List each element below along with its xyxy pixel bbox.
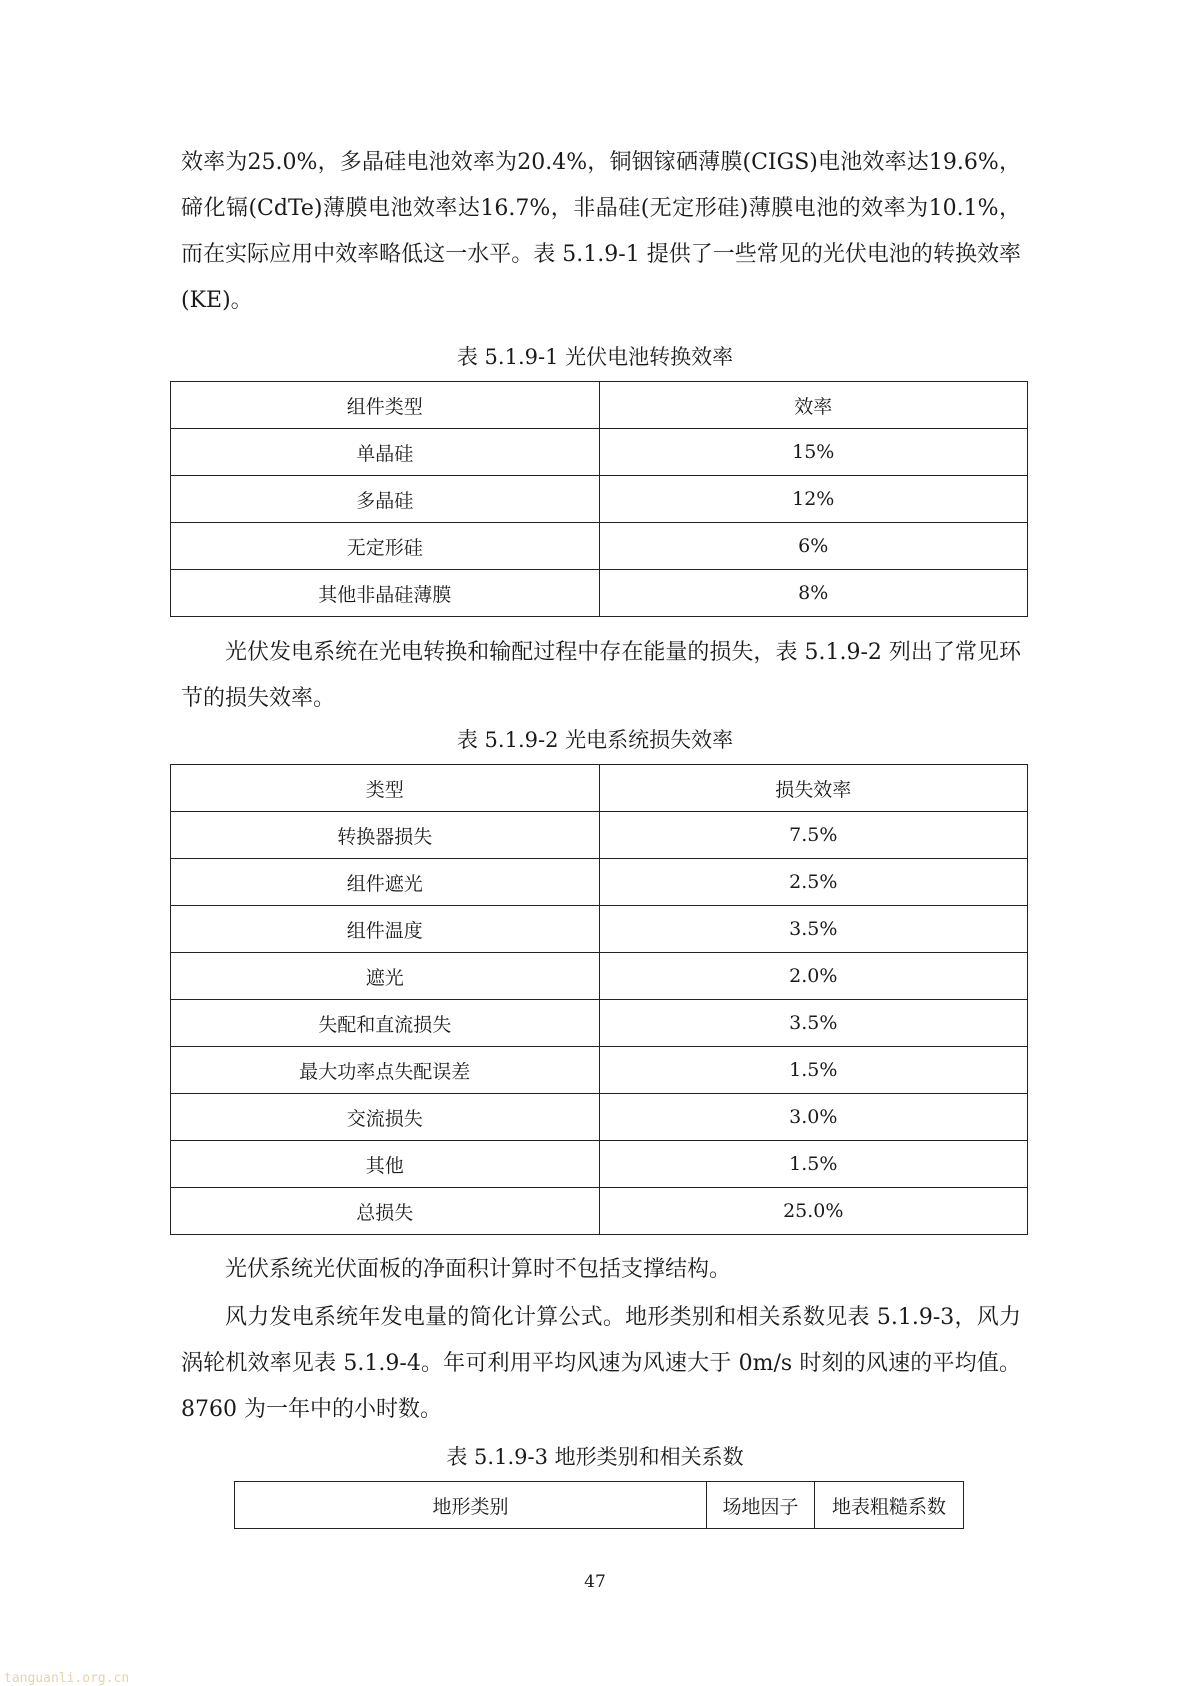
- table-cell: 3.5%: [599, 1000, 1028, 1047]
- table-header-cell: 效率: [599, 382, 1028, 429]
- table-cell: 组件温度: [171, 906, 600, 953]
- table-row: [171, 523, 1028, 570]
- table2-caption: 表 5.1.9-2 光电系统损失效率: [456, 728, 734, 752]
- table-header-row: [235, 1482, 964, 1529]
- table-row: [171, 1047, 1028, 1094]
- table-cell: 其他非晶硅薄膜: [171, 570, 600, 617]
- table-cell: 交流损失: [171, 1094, 600, 1141]
- table-row: [171, 1000, 1028, 1047]
- table-row: [171, 1188, 1028, 1235]
- table-row: [171, 906, 1028, 953]
- table-header-cell: 场地因子: [707, 1482, 815, 1529]
- table-cell: 失配和直流损失: [171, 1000, 600, 1047]
- pv-cell-efficiency-table: [170, 381, 1028, 617]
- table-row: [171, 1141, 1028, 1188]
- table-row: [171, 570, 1028, 617]
- table-cell: 1.5%: [599, 1047, 1028, 1094]
- terrain-coefficient-table: [234, 1481, 964, 1529]
- table-row: [171, 812, 1028, 859]
- page-number: 47: [584, 1572, 606, 1592]
- table-cell: 12%: [599, 476, 1028, 523]
- table-row: [171, 859, 1028, 906]
- table-cell: 2.5%: [599, 859, 1028, 906]
- table-row: [171, 476, 1028, 523]
- table-cell: 组件遮光: [171, 859, 600, 906]
- table-cell: 多晶硅: [171, 476, 600, 523]
- table-cell: 总损失: [171, 1188, 600, 1235]
- table-cell: 单晶硅: [171, 429, 600, 476]
- table-header-cell: 地形类别: [235, 1482, 707, 1529]
- table-row: [171, 1094, 1028, 1141]
- table-cell: 2.0%: [599, 953, 1028, 1000]
- table3-caption: 表 5.1.9-3 地形类别和相关系数: [446, 1445, 744, 1469]
- paragraph-pv-efficiency: 效率为25.0%，多晶硅电池效率为20.4%，铜铟镓硒薄膜(CIGS)电池效率达19.6%，碲化镉(CdTe)薄膜电池效率达16.7%，非晶硅(无定形硅)薄膜电池的效率为10.1%，而在实际应用中效率略低这一水平。表 5.1.9-1 提供了一些常见的光伏电池的转换效率(KE)。: [181, 150, 1021, 313]
- table-cell: 3.0%: [599, 1094, 1028, 1141]
- paragraph-pv-loss: 光伏发电系统在光电转换和输配过程中存在能量的损失，表 5.1.9-2 列出了常见环节的损失效率。: [181, 640, 1021, 711]
- table-cell: 15%: [599, 429, 1028, 476]
- table-row: [171, 429, 1028, 476]
- table-header-cell: 地表粗糙系数: [815, 1482, 964, 1529]
- table-cell: 25.0%: [599, 1188, 1028, 1235]
- table-header-cell: 类型: [171, 765, 600, 812]
- table-cell: 转换器损失: [171, 812, 600, 859]
- pv-system-loss-table: [170, 764, 1028, 1235]
- paragraph-wind-power: 风力发电系统年发电量的简化计算公式。地形类别和相关系数见表 5.1.9-3，风力涡轮机效率见表 5.1.9-4。年可利用平均风速为风速大于 0m/s 时刻的风速的平均值。8760 为一年中的小时数。: [181, 1305, 1021, 1422]
- table-cell: 6%: [599, 523, 1028, 570]
- table-cell: 最大功率点失配误差: [171, 1047, 600, 1094]
- table-header-cell: 组件类型: [171, 382, 600, 429]
- table-cell: 8%: [599, 570, 1028, 617]
- table-header-row: [171, 765, 1028, 812]
- table-cell: 1.5%: [599, 1141, 1028, 1188]
- paragraph-pv-net-area: 光伏系统光伏面板的净面积计算时不包括支撑结构。: [225, 1257, 732, 1282]
- table1-caption: 表 5.1.9-1 光伏电池转换效率: [456, 345, 734, 369]
- table-cell: 遮光: [171, 953, 600, 1000]
- table-cell: 其他: [171, 1141, 600, 1188]
- table-header-cell: 损失效率: [599, 765, 1028, 812]
- table-row: [171, 953, 1028, 1000]
- table-cell: 7.5%: [599, 812, 1028, 859]
- table-cell: 3.5%: [599, 906, 1028, 953]
- watermark: tanguanli.org.cn: [4, 1671, 130, 1686]
- table-header-row: [171, 382, 1028, 429]
- table-cell: 无定形硅: [171, 523, 600, 570]
